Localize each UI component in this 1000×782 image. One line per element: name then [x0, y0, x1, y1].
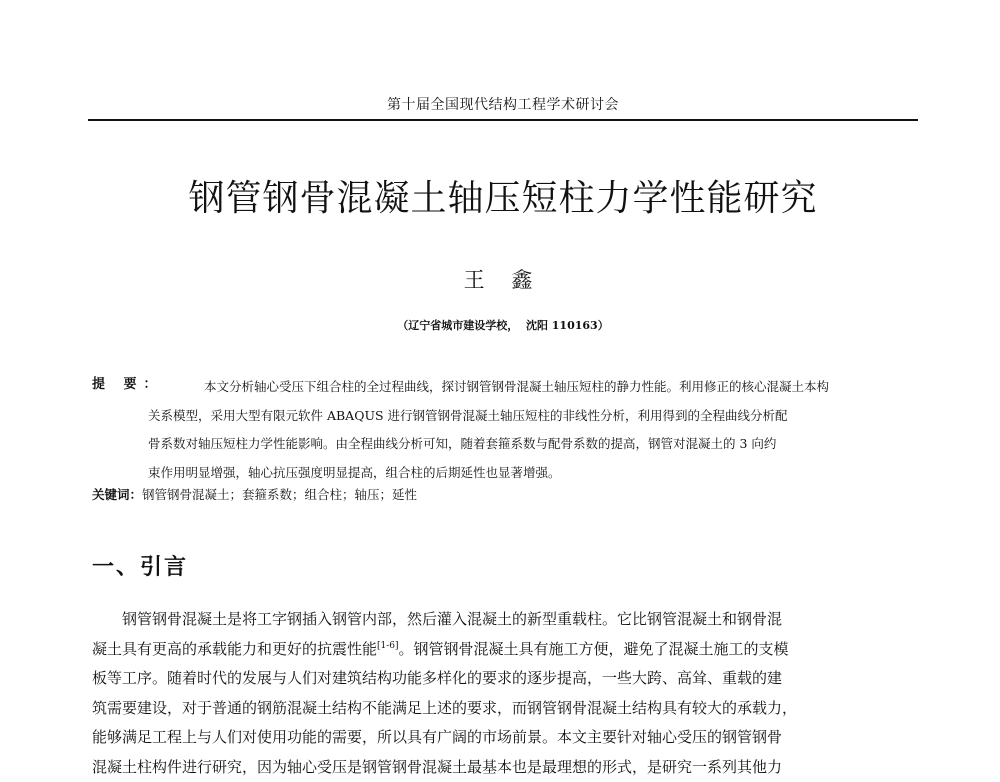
abstract-label: 提 要：	[92, 373, 164, 392]
author-name: 王 鑫	[88, 264, 918, 294]
body-line	[92, 635, 916, 665]
keywords	[92, 485, 417, 503]
body-line: 能够满足工程上与人们对使用功能的需要，所以具有广阔的市场前景。本文主要针对轴心受压的钢管钢骨	[92, 723, 916, 753]
body-line-part: 凝土具有更高的承载能力和更好的抗震性能	[92, 640, 377, 658]
header-rule	[88, 119, 918, 121]
body-line: 混凝土柱构件进行研究，因为轴心受压是钢管钢骨混凝土最基本也是最理想的形式，是研究一系列其他力	[92, 753, 916, 782]
author-affiliation: （辽宁省城市建设学校， 沈阳 110163）	[88, 317, 918, 333]
abstract-line: 束作用明显增强，轴心抗压强度明显提高，组合柱的后期延性也显著增强。	[148, 459, 910, 488]
abstract-line: 骨系数对轴压短柱力学性能影响。由全程曲线分析可知，随着套箍系数与配骨系数的提高，钢管对混凝土的 3 向约	[148, 430, 910, 459]
body-line: 板等工序。随着时代的发展与人们对建筑结构功能多样化的要求的逐步提高，一些大跨、高耸、重载的建	[92, 664, 916, 694]
abstract-text	[92, 373, 910, 487]
body-line-part: 。钢管钢骨混凝土具有施工方便，避免了混凝土施工的支模	[399, 640, 789, 658]
running-header: 第十届全国现代结构工程学术研讨会	[88, 94, 918, 114]
body-line: 筑需要建设，对于普通的钢筋混凝土结构不能满足上述的要求，而钢管钢骨混凝土结构具有较大的承载力，	[92, 694, 916, 724]
introduction-body	[92, 605, 916, 782]
body-line: 钢管钢骨混凝土是将工字钢插入钢管内部，然后灌入混凝土的新型重载柱。它比钢管混凝土和钢骨混	[92, 605, 916, 635]
keywords-text: 钢管钢骨混凝土；套箍系数；组合柱；轴压；延性	[142, 487, 417, 502]
paper-title: 钢管钢骨混凝土轴压短柱力学性能研究	[88, 170, 918, 221]
citation-marker: [1-6]	[377, 641, 399, 651]
section-heading-introduction: 一、引言	[92, 550, 188, 581]
abstract-line: 本文分析轴心受压下组合柱的全过程曲线，探讨钢管钢骨混凝土轴压短柱的静力性能。利用修正的核心混凝土本构	[148, 373, 910, 402]
keywords-label: 关键词：	[92, 487, 142, 502]
abstract-line: 关系模型，采用大型有限元软件 ABAQUS 进行钢管钢骨混凝土轴压短柱的非线性分析，利用得到的全程曲线分析配	[148, 402, 910, 431]
